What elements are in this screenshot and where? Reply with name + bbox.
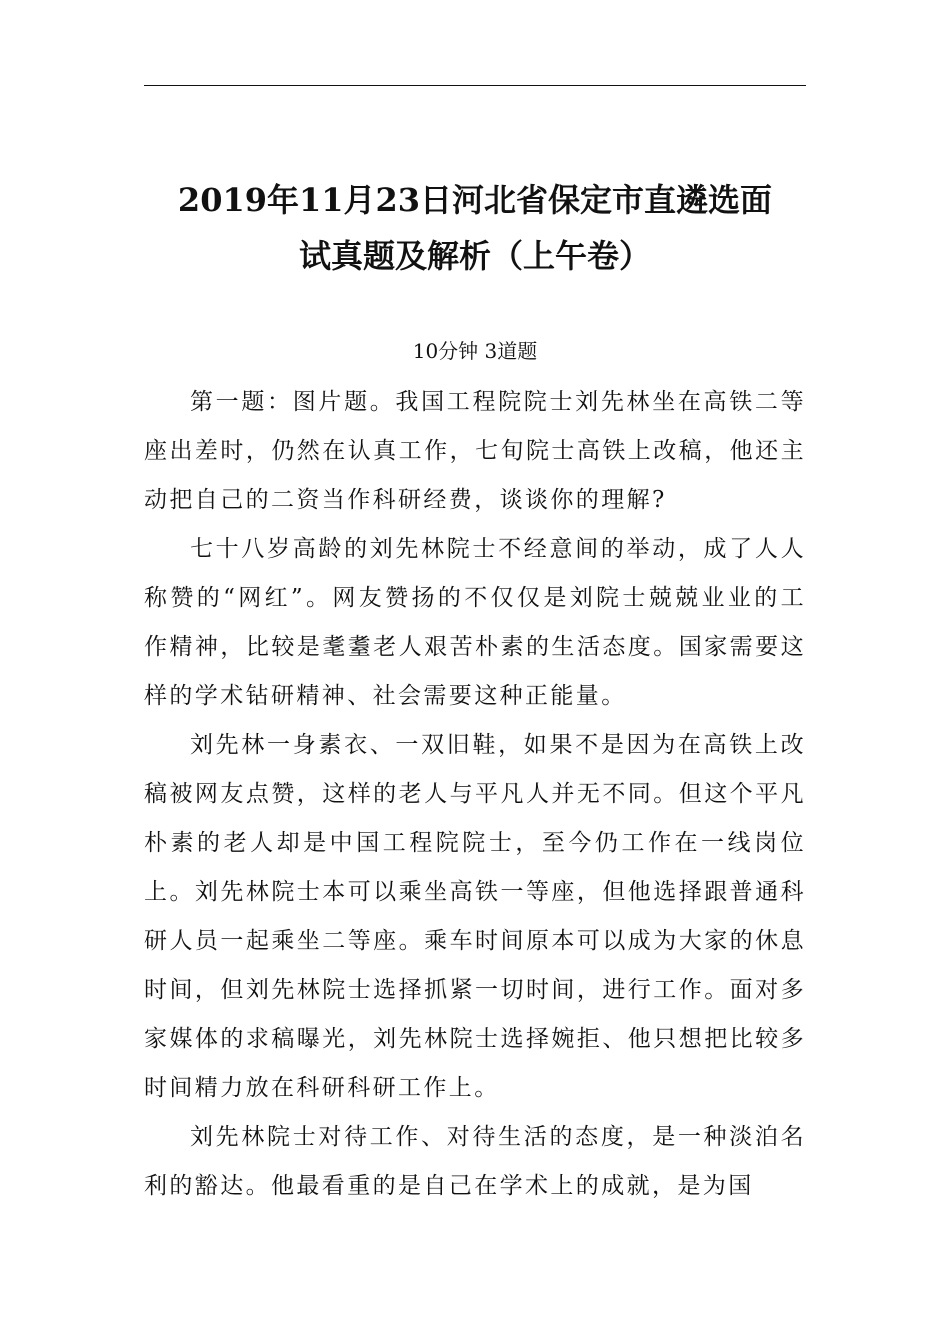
document-title [144, 172, 806, 284]
title-line-2: 试真题及解析（上午卷） [298, 237, 651, 275]
header-rule [144, 85, 806, 86]
paragraph-question-1: 第一题：图片题。我国工程院院士刘先林坐在高铁二等座出差时，仍然在认真工作，七旬院士高铁上改稿，他还主动把自己的二资当作科研经费，谈谈你的理解? [144, 389, 806, 513]
exam-info: 10分钟 3道题 [412, 339, 538, 363]
title-line-1: 2019年11月23日河北省保定市直遴选面 [177, 181, 773, 219]
document-body [144, 378, 806, 1211]
paragraph-answer-detail: 刘先林一身素衣、一双旧鞋，如果不是因为在高铁上改稿被网友点赞，这样的老人与平凡人并无不同。但这个平凡朴素的老人却是中国工程院院士，至今仍工作在一线岗位上。刘先林院士本可以乘坐高铁一等座，但他选择跟普通科研人员一起乘坐二等座。乘车时间原本可以成为大家的休息时间，但刘先林院士选择抓紧一切时间，进行工作。面对多家媒体的求稿曝光，刘先林院士选择婉拒、他只想把比较多时间精力放在科研科研工作上。 [144, 732, 806, 1101]
paragraph-answer-conclusion: 刘先林院士对待工作、对待生活的态度，是一种淡泊名利的豁达。他最看重的是自己在学术上的成就，是为国 [144, 1124, 806, 1199]
paragraph-answer-intro: 七十八岁高龄的刘先林院士不经意间的举动，成了人人称赞的“网红”。网友赞扬的不仅仅是刘院士兢兢业业的工作精神，比较是耄耋老人艰苦朴素的生活态度。国家需要这样的学术钻研精神、社会需要这种正能量。 [144, 536, 806, 709]
